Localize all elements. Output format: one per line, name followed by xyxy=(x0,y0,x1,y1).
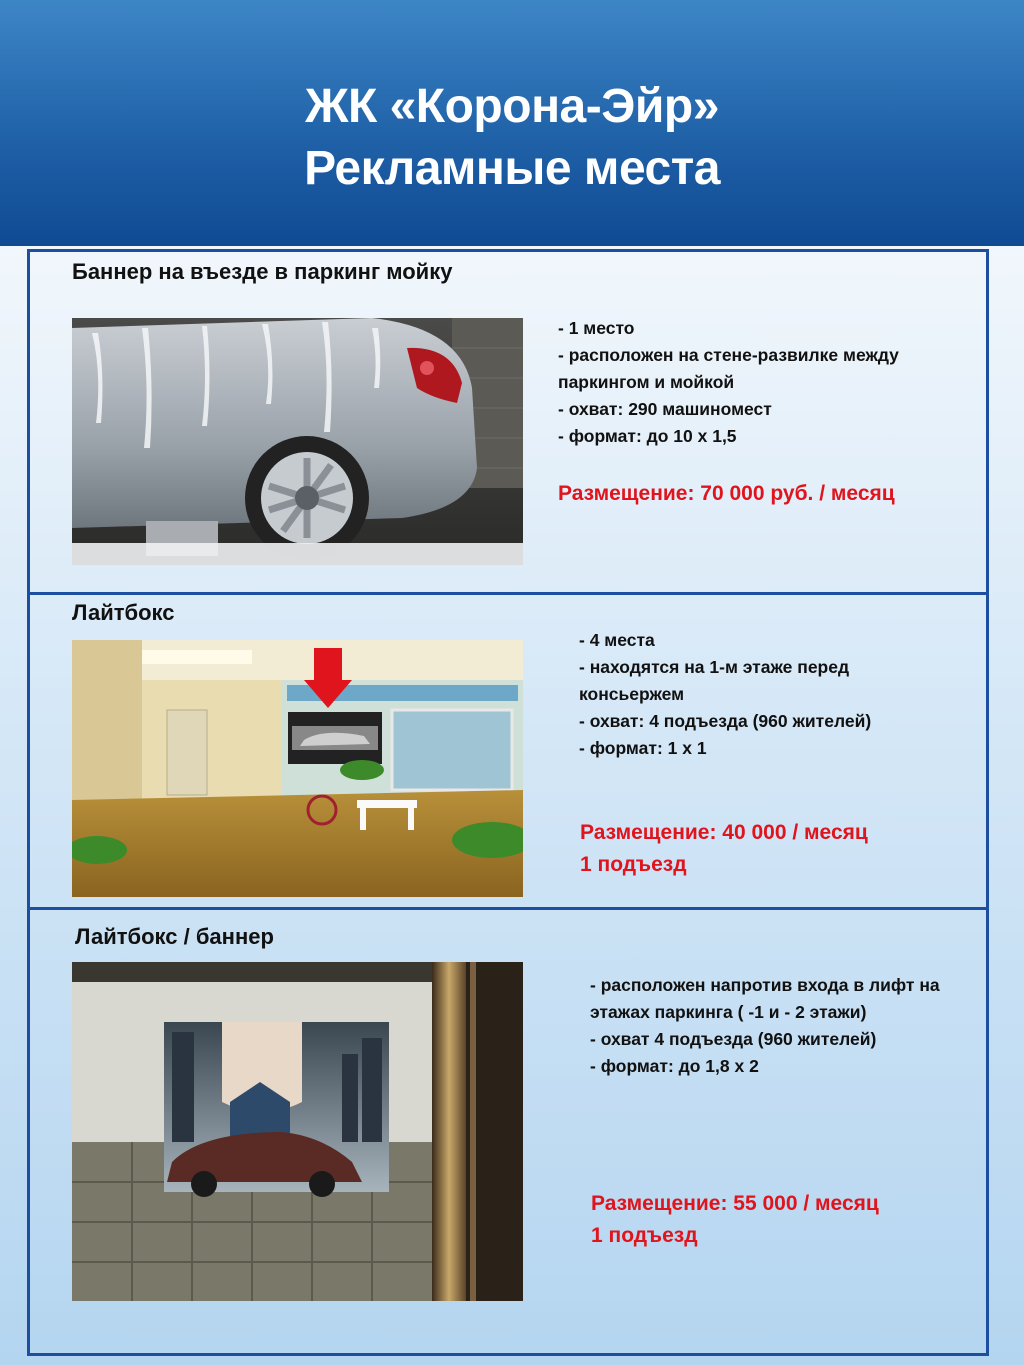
info-line: - расположен напротив входа в лифт на xyxy=(590,975,940,995)
page-subtitle: Рекламные места xyxy=(304,142,720,195)
info-line: - формат: 1 х 1 xyxy=(579,738,707,758)
elevator-banner-photo xyxy=(72,962,523,1301)
info-line: - 4 места xyxy=(579,630,655,650)
lobby-photo xyxy=(72,640,523,897)
section-title: Лайтбокс xyxy=(72,600,175,625)
info-line: - охват: 4 подъезда (960 жителей) xyxy=(579,711,872,731)
price-line: Размещение: 40 000 / месяц xyxy=(580,821,868,844)
info-line: - формат: до 10 х 1,5 xyxy=(558,426,737,446)
info-line: консьержем xyxy=(579,684,685,704)
page-title: ЖК «Корона-Эйр» xyxy=(305,80,719,133)
section-info xyxy=(590,972,940,1080)
info-line: - охват 4 подъезда (960 жителей) xyxy=(590,1029,877,1049)
price-line: Размещение: 55 000 / месяц xyxy=(591,1192,879,1215)
section-info xyxy=(579,627,871,762)
section-title: Лайтбокс / баннер xyxy=(75,924,274,949)
price-text xyxy=(558,478,895,510)
info-line: - находятся на 1-м этаже перед xyxy=(579,657,850,677)
price-line: 1 подъезд xyxy=(580,853,687,876)
price-text xyxy=(591,1188,879,1252)
info-line: - охват: 290 машиномест xyxy=(558,399,772,419)
info-line: - формат: до 1,8 х 2 xyxy=(590,1056,759,1076)
section-divider xyxy=(27,907,989,910)
info-line: этажах паркинга ( -1 и - 2 этажи) xyxy=(590,1002,867,1022)
info-line: - 1 место xyxy=(558,318,635,338)
page-header xyxy=(0,0,1024,246)
price-text xyxy=(580,817,868,881)
section-title: Баннер на въезде в паркинг мойку xyxy=(72,259,453,284)
car-wash-photo xyxy=(72,318,523,565)
info-line: - расположен на стене-развилке между xyxy=(558,345,899,365)
section-info xyxy=(558,315,899,450)
info-line: паркингом и мойкой xyxy=(558,372,735,392)
price-line: 1 подъезд xyxy=(591,1224,698,1247)
price-line: Размещение: 70 000 руб. / месяц xyxy=(558,482,895,505)
section-divider xyxy=(27,592,989,595)
